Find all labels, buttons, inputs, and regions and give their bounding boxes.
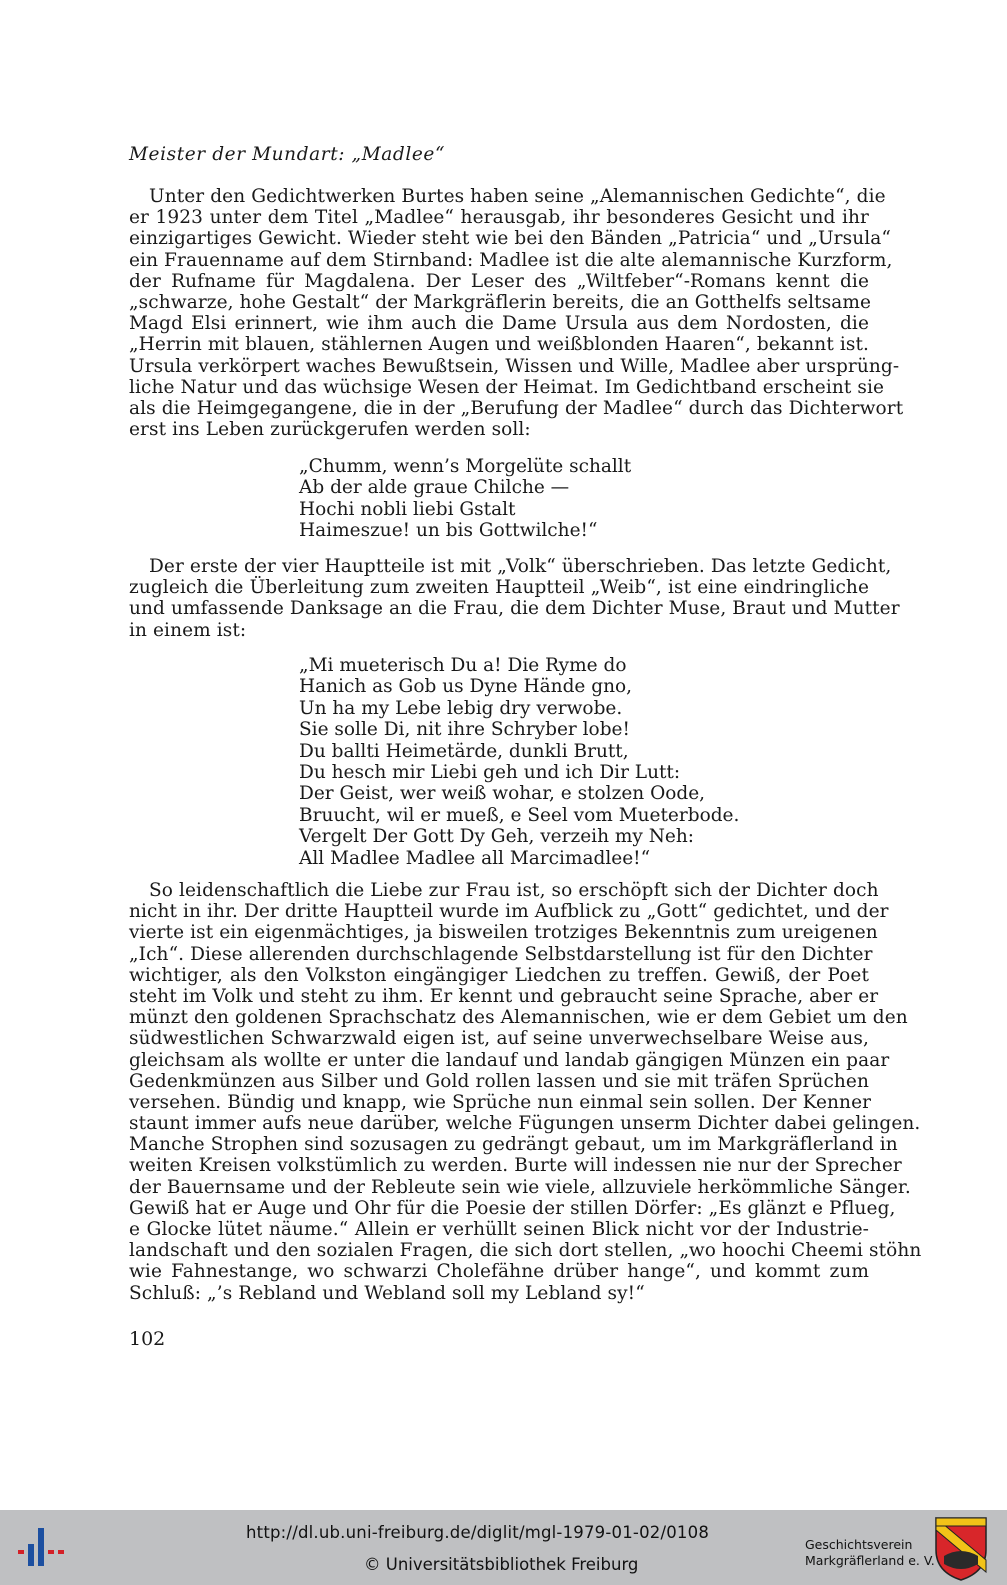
text-line: „Herrin mit blauen, stählernen Augen und weißblonden Haaren“, bekannt ist.	[129, 334, 869, 356]
section-heading: Meister der Mundart: „Madlee“	[129, 144, 446, 165]
text-line: Schluß: „’s Rebland und Webland soll my Lebland sy!“	[129, 1282, 645, 1304]
poem-verse: „Chumm, wenn’s Morgelüte schallt	[299, 456, 632, 477]
footer-bar	[0, 1510, 1007, 1585]
text-line: der Bauernsame und der Rebleute sein wie viele, allzuviele herkömmliche Sänger.	[129, 1176, 911, 1198]
text-line: der Rufname für Magdalena. Der Leser des „Wiltfeber“-Romans kennt die	[129, 270, 869, 292]
page-number: 102	[129, 1328, 166, 1350]
poem-1	[299, 456, 631, 542]
poem-verse: Un ha my Lebe lebig dry verwobe.	[299, 697, 623, 719]
text-line: einzigartiges Gewicht. Wieder steht wie bei den Bänden „Patricia“ und „Ursula“	[129, 228, 891, 250]
text-line: Der erste der vier Hauptteile ist mit „Volk“ überschrieben. Das letzte Gedicht,	[149, 556, 892, 577]
society-name-line-2: Markgräflerland e. V.	[805, 1553, 935, 1568]
text-line: erst ins Leben zurückgerufen werden soll:	[129, 419, 531, 441]
poem-verse: Du hesch mir Liebi geh und ich Dir Lutt:	[299, 761, 681, 783]
text-line: Unter den Gedichtwerken Burtes haben seine „Alemannischen Gedichte“, die	[149, 186, 886, 207]
university-library-logo-icon	[16, 1524, 66, 1572]
poem-verse: Hochi nobli liebi Gstalt	[299, 498, 516, 520]
poem-verse: Ab der alde graue Chilche —	[299, 477, 570, 499]
text-line: Magd Elsi erinnert, wie ihm auch die Dame Ursula aus dem Nordosten, die	[129, 313, 869, 335]
coat-of-arms-icon	[934, 1516, 988, 1582]
text-line: ein Frauenname auf dem Stirnband: Madlee ist die alte alemannische Kurzform,	[129, 249, 893, 271]
text-line: und umfassende Danksage an die Frau, die dem Dichter Muse, Braut und Mutter	[129, 598, 900, 620]
text-line: So leidenschaftlich die Liebe zur Frau ist, so erschöpft sich der Dichter doch	[149, 880, 879, 901]
text-line: Ursula verkörpert waches Bewußtsein, Wissen und Wille, Madlee aber ursprüng-	[129, 355, 900, 377]
text-line: landschaft und den sozialen Fragen, die sich dort stellen, „wo hoochi Cheemi stöhn	[129, 1240, 922, 1262]
poem-verse: All Madlee Madlee all Marcimadlee!“	[299, 847, 651, 869]
text-line: er 1923 unter dem Titel „Madlee“ herausgab, ihr besonderes Gesicht und ihr	[129, 207, 869, 229]
text-line: Manche Strophen sind sozusagen zu gedrängt gebaut, um im Markgräflerland in	[129, 1134, 898, 1156]
footer-copyright: © Universitätsbibliothek Freiburg	[364, 1555, 639, 1574]
text-line: nicht in ihr. Der dritte Hauptteil wurde im Aufblick zu „Gott“ gedichtet, und der	[129, 901, 889, 923]
poem-verse: Hanich as Gob us Dyne Hände gno,	[299, 676, 633, 698]
poem-verse: Haimeszue! un bis Gottwilche!“	[299, 520, 598, 542]
text-line: e Glocke lütet näume.“ Allein er verhüllt seinen Blick nicht vor der Industrie-	[129, 1219, 869, 1240]
text-line: „Ich“. Diese allerenden durchschlagende Selbstdarstellung ist für den Dichter	[129, 943, 873, 965]
poem-verse: Bruucht, wil er mueß, e Seel vom Mueterbode.	[299, 804, 740, 826]
poem-verse: Sie solle Di, nit ihre Schryber lobe!	[299, 719, 630, 741]
text-line: staunt immer aufs neue darüber, welche Fügungen unserm Dichter dabei gelingen.	[129, 1113, 921, 1135]
text-line: südwestlichen Schwarzwald eigen ist, auf seine unverwechselbare Weise aus,	[129, 1028, 869, 1050]
text-line: Gedenkmünzen aus Silber und Gold rollen lassen und sie mit träfen Sprüchen	[129, 1070, 869, 1092]
text-line: liche Natur und das wüchsige Wesen der Heimat. Im Gedichtband erscheint sie	[129, 376, 885, 398]
poem-2	[299, 655, 739, 869]
text-line: münzt den goldenen Sprachschatz des Alemannischen, wie er dem Gebiet um den	[129, 1007, 908, 1029]
poem-verse: Vergelt Der Gott Dy Geh, verzeih my Neh:	[299, 826, 695, 848]
text-line: als die Heimgegangene, die in der „Berufung der Madlee“ durch das Dichterwort	[129, 397, 904, 419]
poem-verse: „Mi mueterisch Du a! Die Ryme do	[299, 655, 627, 676]
text-line: zugleich die Überleitung zum zweiten Hauptteil „Weib“, ist eine eindringliche	[129, 577, 869, 599]
poem-verse: Der Geist, wer weiß wohar, e stolzen Oode,	[299, 783, 706, 805]
text-line: wichtiger, als den Volkston eingängiger Liedchen zu treffen. Gewiß, der Poet	[129, 964, 869, 986]
paragraph-1	[129, 186, 904, 441]
poem-verse: Du ballti Heimetärde, dunkli Brutt,	[299, 740, 629, 762]
society-name	[805, 1537, 935, 1569]
text-line: vierte ist ein eigenmächtiges, ja bisweilen trotziges Bekenntnis zum ureigenen	[129, 922, 878, 944]
text-line: wie Fahnestange, wo schwarzi Cholefähne drüber hange“, und kommt zum	[129, 1261, 869, 1283]
text-line: steht im Volk und steht zu ihm. Er kennt und gebraucht seine Sprache, aber er	[129, 985, 879, 1007]
society-name-line-1: Geschichtsverein	[805, 1537, 913, 1552]
text-line: versehen. Bündig und knapp, wie Sprüche nun einmal sein sollen. Der Kenner	[129, 1091, 872, 1113]
text-line: weiten Kreisen volkstümlich zu werden. Burte will indessen nie nur der Sprecher	[129, 1155, 902, 1177]
footer-url-link[interactable]: http://dl.ub.uni-freiburg.de/diglit/mgl-1979-01-02/0108	[246, 1523, 710, 1542]
text-line: gleichsam als wollte er unter die landauf und landab gängigen Münzen ein paar	[129, 1049, 890, 1071]
text-line: in einem ist:	[129, 619, 247, 641]
text-line: Gewiß hat er Auge und Ohr für die Poesie der stillen Dörfer: „Es glänzt e Pflueg,	[129, 1197, 896, 1219]
paragraph-3	[129, 880, 922, 1304]
paragraph-2	[129, 556, 900, 641]
text-line: „schwarze, hohe Gestalt“ der Markgräflerin bereits, die an Gotthelfs seltsame	[129, 291, 872, 313]
